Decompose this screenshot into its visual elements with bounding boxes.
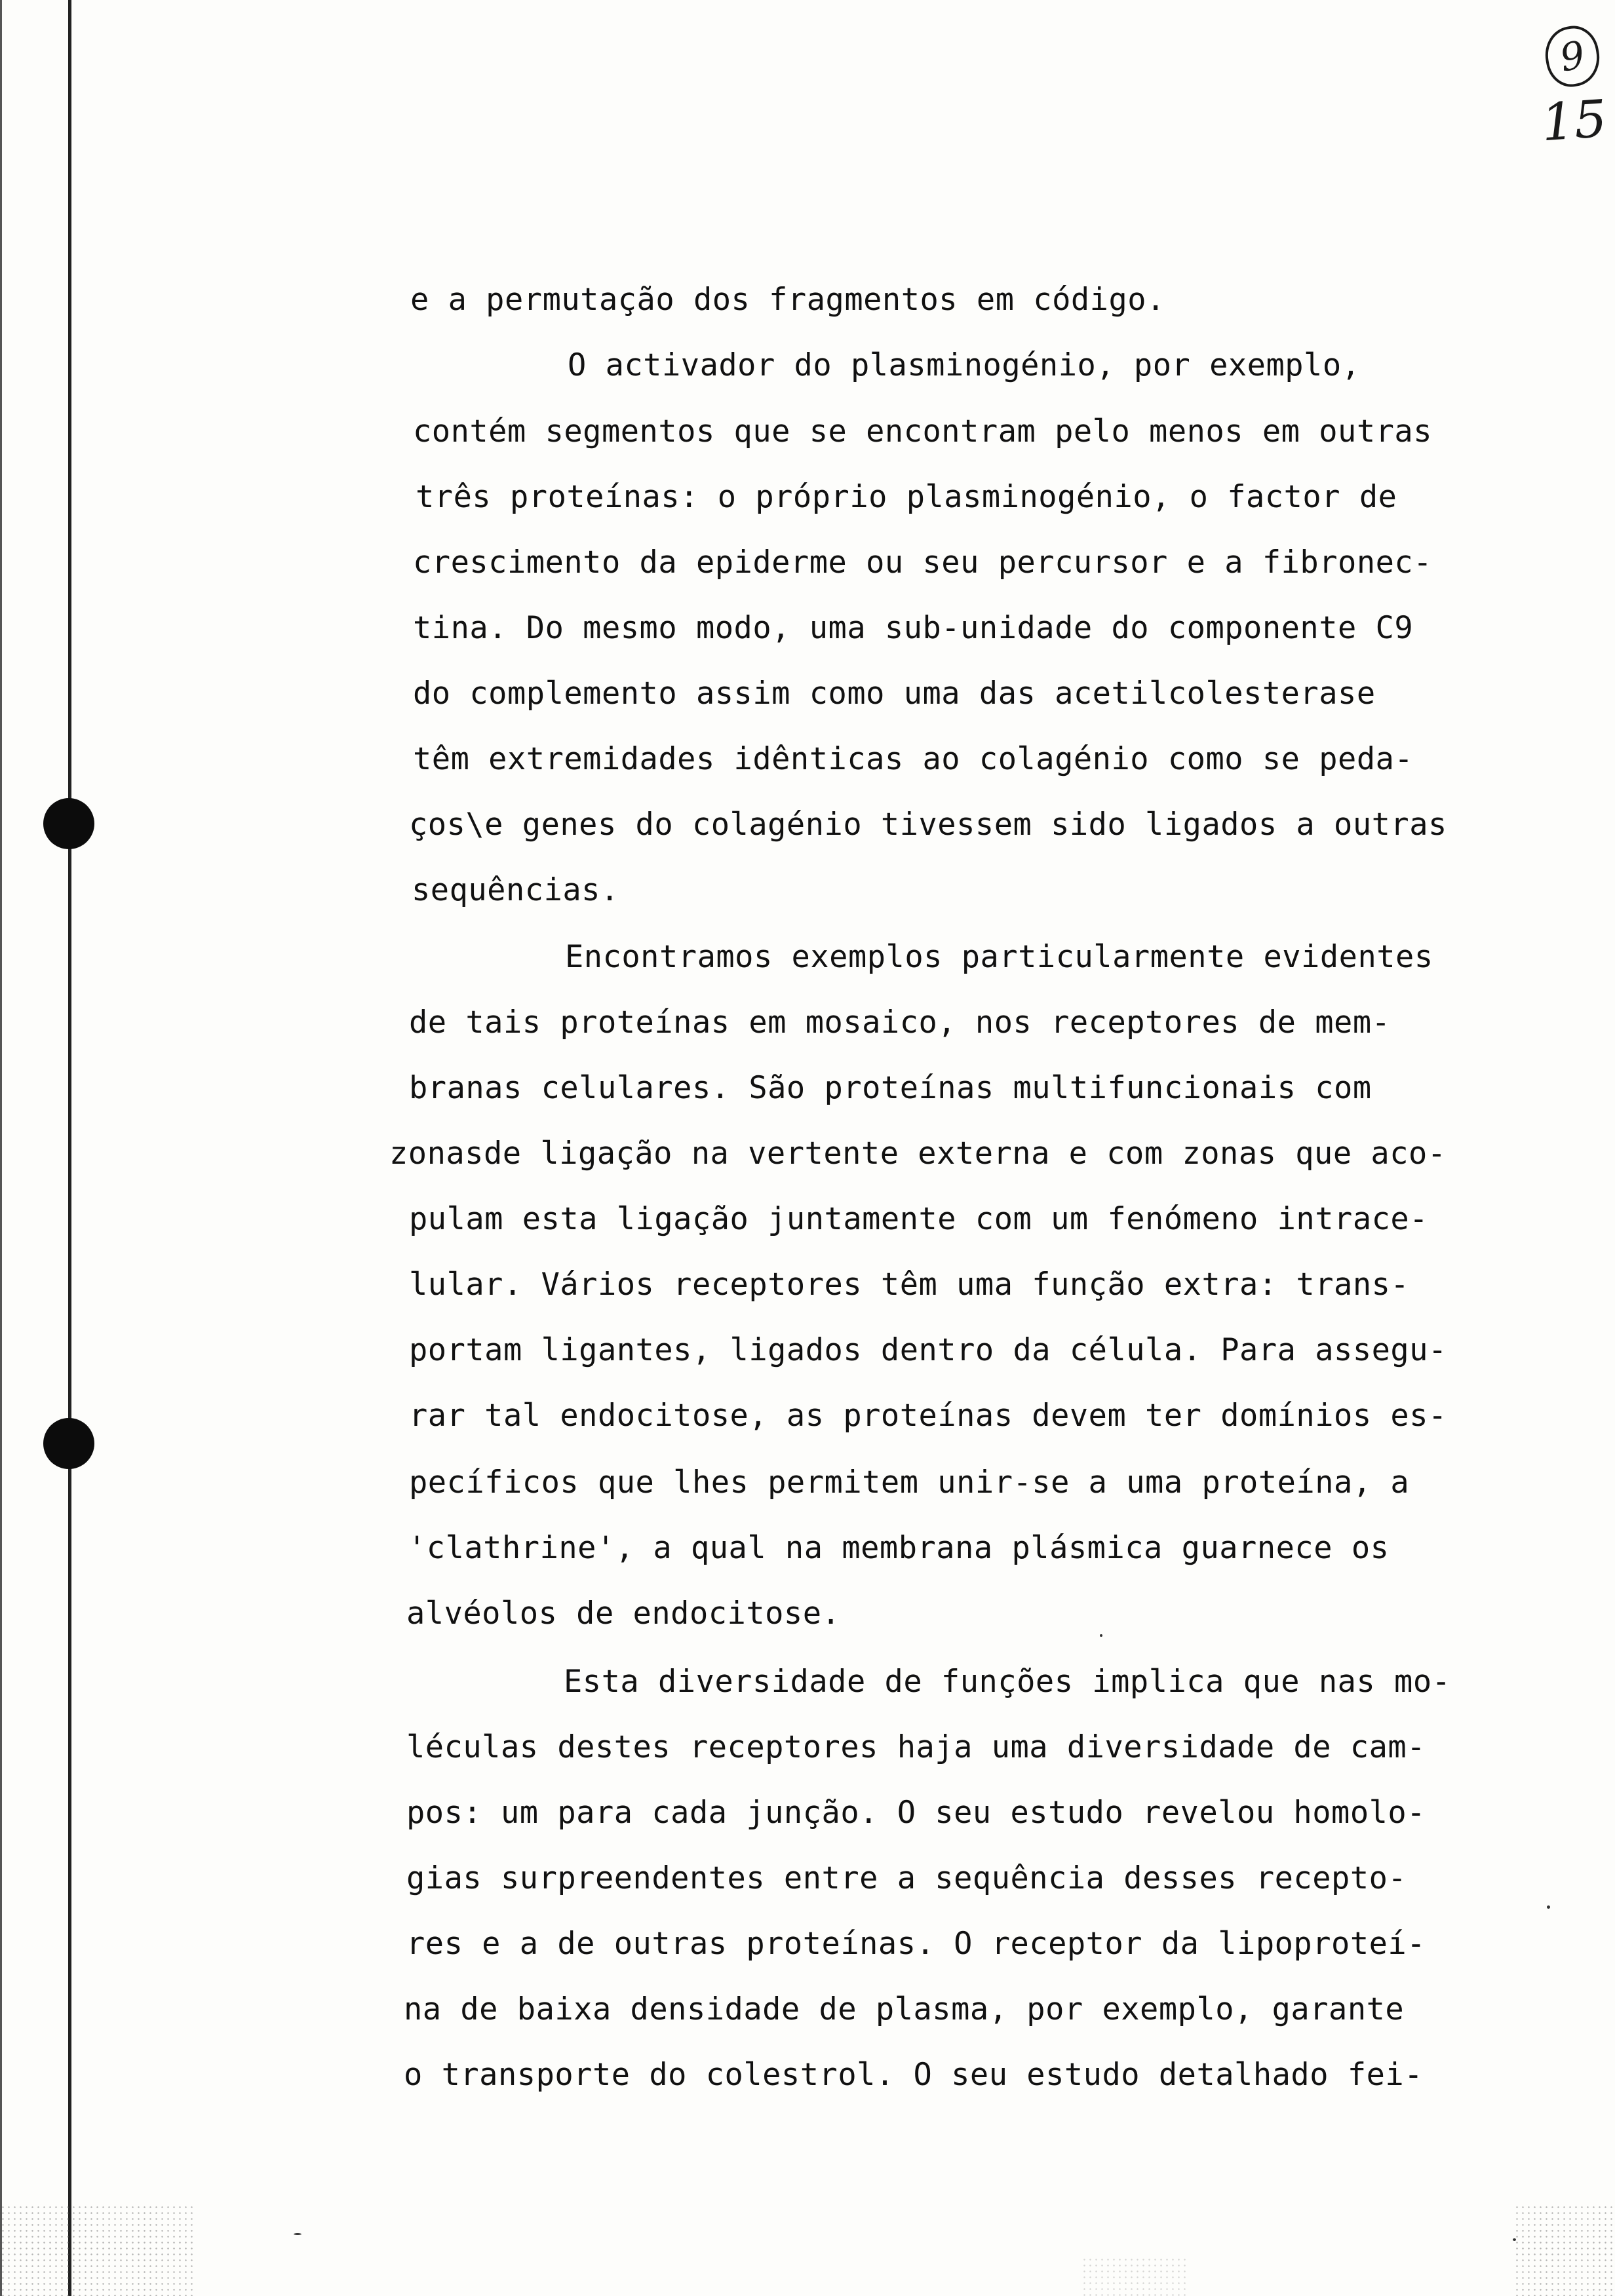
page-number-handwritten: 15	[1539, 89, 1609, 153]
text-line: têm extremidades idênticas ao colagénio como se peda-	[413, 741, 1414, 777]
text-line: Esta diversidade de funções implica que nas mo-	[564, 1664, 1451, 1700]
page-number-circled: 9	[1541, 22, 1605, 91]
text-line: tina. Do mesmo modo, uma sub-unidade do componente C9	[413, 610, 1414, 646]
text-line: léculas destes receptores haja uma diversidade de cam-	[406, 1729, 1426, 1765]
text-line: e a permutação dos fragmentos em código.	[410, 282, 1165, 318]
text-line: alvéolos de endocitose.	[406, 1596, 841, 1632]
text-line: ços\e genes do colagénio tivessem sido ligados a outras	[409, 807, 1447, 843]
text-line: branas celulares. São proteínas multifuncionais com	[409, 1070, 1372, 1106]
text-line: três proteínas: o próprio plasminogénio, o factor de	[416, 479, 1397, 515]
scan-speck	[1100, 1634, 1102, 1637]
margin-rule-line	[68, 0, 71, 2296]
text-line: o transporte do colestrol. O seu estudo detalhado fei-	[404, 2057, 1424, 2093]
text-line: pulam esta ligação juntamente com um fenómeno intrace-	[409, 1201, 1429, 1237]
text-line: na de baixa densidade de plasma, por exemplo, garante	[404, 1991, 1405, 2027]
text-line: Encontramos exemplos particularmente evidentes	[565, 939, 1433, 975]
text-line: res e a de outras proteínas. O receptor da lipoproteí-	[406, 1926, 1426, 1962]
scan-speck	[294, 2233, 302, 2235]
text-line: contém segmentos que se encontram pelo menos em outras	[413, 413, 1433, 450]
scan-noise	[0, 2204, 197, 2296]
punch-hole-mark	[43, 1418, 94, 1469]
text-line: do complemento assim como uma das acetilcolesterase	[413, 676, 1376, 712]
scan-speck	[1547, 1905, 1550, 1909]
scan-noise	[1514, 2204, 1615, 2296]
text-line: 'clathrine', a qual na membrana plásmica guarnece os	[408, 1530, 1390, 1566]
text-line: rar tal endocitose, as proteínas devem ter domínios es-	[409, 1398, 1447, 1434]
text-line: de tais proteínas em mosaico, nos receptores de mem-	[409, 1004, 1391, 1041]
text-line: O activador do plasminogénio, por exemplo,	[568, 347, 1361, 383]
text-line: zonasde ligação na vertente externa e com zonas que aco-	[389, 1136, 1447, 1172]
text-line: pos: um para cada junção. O seu estudo revelou homolo-	[406, 1795, 1426, 1831]
scan-noise	[1081, 2257, 1186, 2296]
text-line: lular. Vários receptores têm uma função extra: trans-	[409, 1267, 1410, 1303]
text-line: sequências.	[412, 872, 619, 908]
page-edge-line	[0, 0, 2, 2296]
text-line: gias surpreendentes entre a sequência desses recepto-	[406, 1860, 1407, 1896]
text-line: crescimento da epiderme ou seu percursor e a fibronec-	[413, 545, 1433, 581]
text-line: portam ligantes, ligados dentro da célula. Para assegu-	[409, 1332, 1447, 1368]
text-line: pecíficos que lhes permitem unir-se a uma proteína, a	[409, 1464, 1410, 1501]
punch-hole-mark	[43, 798, 94, 849]
